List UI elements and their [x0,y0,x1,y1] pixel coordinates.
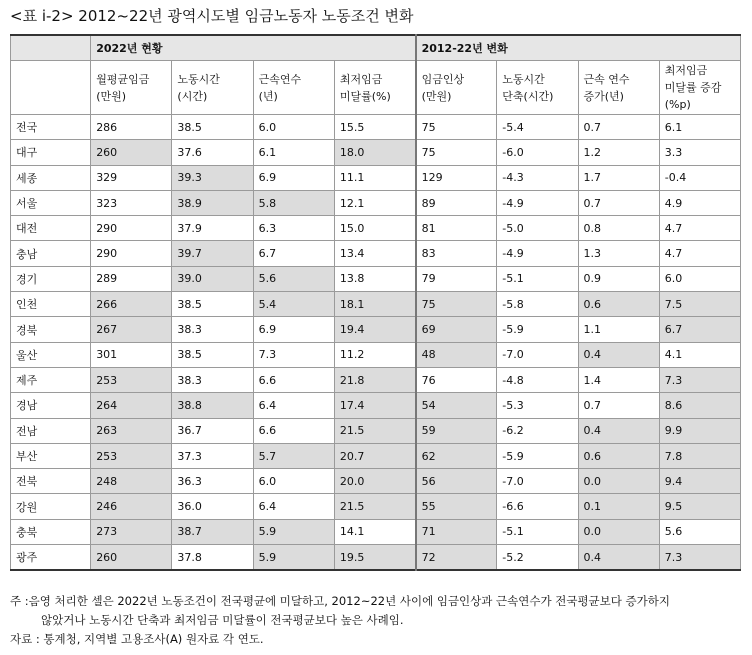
value-cell: 83 [416,241,497,266]
value-cell: 15.5 [334,115,415,140]
labor-conditions-table [10,34,741,571]
value-cell: 38.3 [172,317,253,342]
value-cell: 20.7 [334,443,415,468]
value-cell: 260 [91,140,172,165]
value-cell: 54 [416,393,497,418]
value-cell: 0.0 [578,469,659,494]
note-label: 주 : [10,594,29,608]
value-cell: 4.7 [659,216,740,241]
value-cell: 289 [91,266,172,291]
value-cell: -4.3 [497,165,578,190]
region-header-blank [11,35,91,61]
value-cell: 38.8 [172,393,253,418]
region-cell: 강원 [11,494,91,519]
table-row [11,418,741,443]
value-cell: 248 [91,469,172,494]
value-cell: 1.2 [578,140,659,165]
table-body [11,115,741,571]
value-cell: 36.3 [172,469,253,494]
value-cell: 6.1 [659,115,740,140]
value-cell: 5.7 [253,443,334,468]
value-cell: 81 [416,216,497,241]
table-row [11,494,741,519]
value-cell: 129 [416,165,497,190]
value-cell: 18.1 [334,292,415,317]
value-cell: 0.4 [578,418,659,443]
value-cell: 38.3 [172,367,253,392]
region-cell: 전국 [11,115,91,140]
source-note: 자료 : 통계청, 지역별 고용조사(A) 원자료 각 연도. [10,632,264,646]
region-cell: 제주 [11,367,91,392]
value-cell: 11.2 [334,342,415,367]
value-cell: 6.1 [253,140,334,165]
value-cell: 0.7 [578,190,659,215]
value-cell: 6.7 [253,241,334,266]
value-cell: -5.1 [497,266,578,291]
value-cell: 0.8 [578,216,659,241]
value-cell: 56 [416,469,497,494]
value-cell: 6.9 [253,165,334,190]
value-cell: 9.9 [659,418,740,443]
value-cell: 72 [416,545,497,571]
table-row [11,241,741,266]
table-row [11,216,741,241]
table-title: <표 ⅰ-2> 2012~22년 광역시도별 임금노동자 노동조건 변화 [10,7,414,25]
value-cell: 12.1 [334,190,415,215]
value-cell: 260 [91,545,172,571]
value-cell: 7.3 [659,367,740,392]
footnotes [10,592,745,649]
value-cell: 48 [416,342,497,367]
value-cell: 290 [91,241,172,266]
region-cell: 서울 [11,190,91,215]
value-cell: 5.8 [253,190,334,215]
region-cell: 충남 [11,241,91,266]
region-cell: 울산 [11,342,91,367]
table-row [11,367,741,392]
value-cell: 1.3 [578,241,659,266]
value-cell: 36.0 [172,494,253,519]
value-cell: -6.6 [497,494,578,519]
region-cell: 대전 [11,216,91,241]
region-cell: 전북 [11,469,91,494]
group-header-2022: 2022년 현황 [91,35,416,61]
value-cell: 75 [416,140,497,165]
column-header: 임금인상 (만원) [416,61,497,115]
region-cell: 광주 [11,545,91,571]
value-cell: 6.0 [253,469,334,494]
value-cell: 55 [416,494,497,519]
value-cell: -4.9 [497,241,578,266]
value-cell: 21.5 [334,418,415,443]
value-cell: 1.7 [578,165,659,190]
table-row [11,165,741,190]
value-cell: 14.1 [334,519,415,544]
value-cell: 18.0 [334,140,415,165]
value-cell: 39.3 [172,165,253,190]
value-cell: 76 [416,367,497,392]
value-cell: 75 [416,292,497,317]
region-cell: 충북 [11,519,91,544]
group-header-change: 2012-22년 변화 [416,35,741,61]
value-cell: 6.7 [659,317,740,342]
value-cell: 6.3 [253,216,334,241]
value-cell: 253 [91,443,172,468]
value-cell: 263 [91,418,172,443]
value-cell: 6.9 [253,317,334,342]
table-row [11,443,741,468]
column-header: 월평균임금 (만원) [91,61,172,115]
value-cell: -0.4 [659,165,740,190]
value-cell: 6.6 [253,418,334,443]
value-cell: 38.7 [172,519,253,544]
table-row [11,115,741,140]
region-cell: 경북 [11,317,91,342]
region-cell: 전남 [11,418,91,443]
value-cell: -5.4 [497,115,578,140]
value-cell: 5.6 [659,519,740,544]
value-cell: 0.6 [578,443,659,468]
table-row [11,190,741,215]
value-cell: 273 [91,519,172,544]
value-cell: 21.5 [334,494,415,519]
value-cell: 69 [416,317,497,342]
value-cell: 290 [91,216,172,241]
value-cell: 5.4 [253,292,334,317]
table-row [11,317,741,342]
column-header: 근속 연수 증가(년) [578,61,659,115]
value-cell: 5.9 [253,519,334,544]
value-cell: 264 [91,393,172,418]
table-row [11,469,741,494]
value-cell: 267 [91,317,172,342]
value-cell: 6.4 [253,494,334,519]
region-cell: 세종 [11,165,91,190]
value-cell: 89 [416,190,497,215]
value-cell: -7.0 [497,342,578,367]
value-cell: 39.0 [172,266,253,291]
value-cell: 13.4 [334,241,415,266]
value-cell: 0.7 [578,393,659,418]
value-cell: -6.2 [497,418,578,443]
region-cell: 부산 [11,443,91,468]
value-cell: 0.4 [578,342,659,367]
value-cell: 13.8 [334,266,415,291]
region-cell: 인천 [11,292,91,317]
value-cell: 62 [416,443,497,468]
column-header: 노동시간 (시간) [172,61,253,115]
value-cell: -5.3 [497,393,578,418]
table-row [11,342,741,367]
value-cell: -4.9 [497,190,578,215]
value-cell: 6.6 [253,367,334,392]
value-cell: 37.8 [172,545,253,571]
value-cell: 0.9 [578,266,659,291]
table-row [11,545,741,571]
value-cell: 6.0 [659,266,740,291]
value-cell: 8.6 [659,393,740,418]
value-cell: -5.8 [497,292,578,317]
region-cell: 대구 [11,140,91,165]
column-header-row [11,61,741,115]
value-cell: 4.9 [659,190,740,215]
value-cell: 1.1 [578,317,659,342]
group-header-row [11,35,741,61]
value-cell: 11.1 [334,165,415,190]
region-header-blank-2 [11,61,91,115]
value-cell: 37.6 [172,140,253,165]
value-cell: 0.7 [578,115,659,140]
value-cell: -5.9 [497,317,578,342]
value-cell: 4.1 [659,342,740,367]
value-cell: 323 [91,190,172,215]
value-cell: 0.6 [578,292,659,317]
value-cell: 38.5 [172,342,253,367]
value-cell: 246 [91,494,172,519]
value-cell: 266 [91,292,172,317]
value-cell: 36.7 [172,418,253,443]
value-cell: 19.5 [334,545,415,571]
value-cell: 286 [91,115,172,140]
value-cell: 0.4 [578,545,659,571]
table-row [11,292,741,317]
column-header: 근속연수 (년) [253,61,334,115]
value-cell: 9.5 [659,494,740,519]
value-cell: 253 [91,367,172,392]
value-cell: -7.0 [497,469,578,494]
value-cell: 6.4 [253,393,334,418]
table-row [11,393,741,418]
value-cell: -4.8 [497,367,578,392]
value-cell: 7.3 [659,545,740,571]
value-cell: 329 [91,165,172,190]
value-cell: 37.9 [172,216,253,241]
region-cell: 경기 [11,266,91,291]
value-cell: 0.1 [578,494,659,519]
value-cell: 38.5 [172,115,253,140]
value-cell: 15.0 [334,216,415,241]
column-header: 최저임금 미달률(%) [334,61,415,115]
value-cell: 39.7 [172,241,253,266]
value-cell: 301 [91,342,172,367]
value-cell: 4.7 [659,241,740,266]
value-cell: 7.8 [659,443,740,468]
table-row [11,519,741,544]
value-cell: 79 [416,266,497,291]
note-line-1: 음영 처리한 셀은 2022년 노동조건이 전국평균에 미달하고, 2012~22년 사이에 임금인상과 근속연수가 전국평균보다 증가하지 [28,594,670,608]
value-cell: -5.9 [497,443,578,468]
value-cell: 71 [416,519,497,544]
value-cell: 3.3 [659,140,740,165]
value-cell: 20.0 [334,469,415,494]
table-row [11,140,741,165]
column-header: 노동시간 단축(시간) [497,61,578,115]
value-cell: 37.3 [172,443,253,468]
value-cell: 59 [416,418,497,443]
value-cell: 5.9 [253,545,334,571]
value-cell: 38.9 [172,190,253,215]
region-cell: 경남 [11,393,91,418]
value-cell: 0.0 [578,519,659,544]
value-cell: 21.8 [334,367,415,392]
column-header: 최저임금 미달률 증감 (%p) [659,61,740,115]
table-row [11,266,741,291]
value-cell: 5.6 [253,266,334,291]
note-line-2: 않았거나 노동시간 단축과 최저임금 미달률이 전국평균보다 높은 사례임. [41,613,404,627]
value-cell: 75 [416,115,497,140]
value-cell: -5.1 [497,519,578,544]
value-cell: -5.0 [497,216,578,241]
value-cell: 1.4 [578,367,659,392]
value-cell: 9.4 [659,469,740,494]
value-cell: 19.4 [334,317,415,342]
value-cell: 38.5 [172,292,253,317]
value-cell: 6.0 [253,115,334,140]
value-cell: -6.0 [497,140,578,165]
value-cell: 7.3 [253,342,334,367]
value-cell: 17.4 [334,393,415,418]
value-cell: 7.5 [659,292,740,317]
value-cell: -5.2 [497,545,578,571]
